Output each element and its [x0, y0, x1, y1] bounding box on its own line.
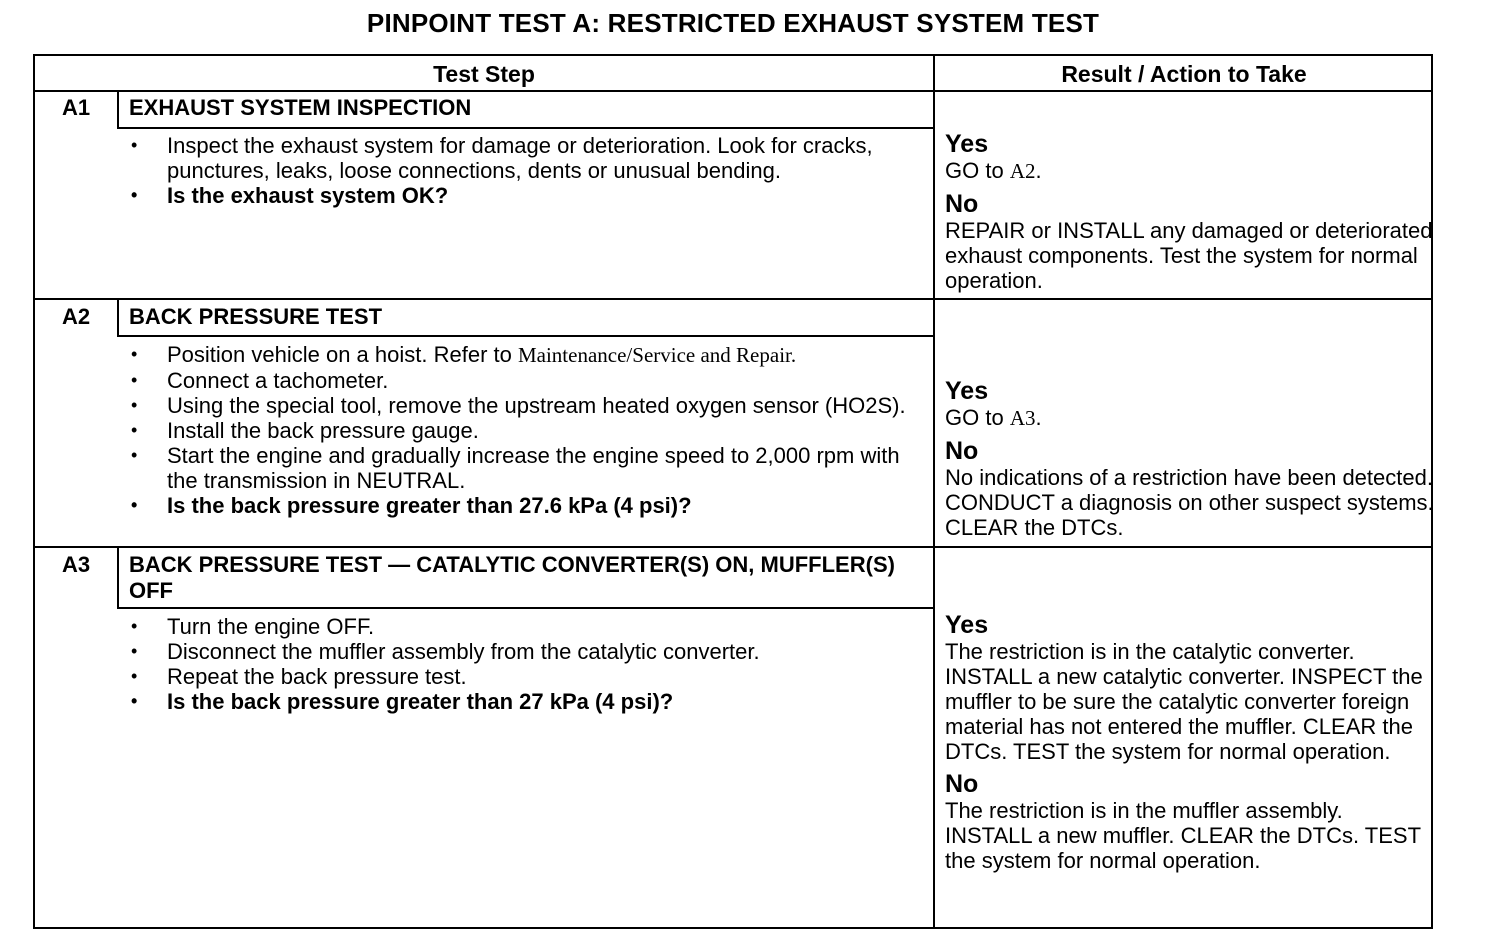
pinpoint-test-table — [33, 54, 1433, 929]
no-action: REPAIR or INSTALL any damaged or deteriorated exhaust components. Test the system for normal operation. — [945, 218, 1433, 293]
list-item: • Disconnect the muffler assembly from the catalytic converter. — [131, 639, 760, 664]
column-header-result: Result / Action to Take — [1061, 61, 1307, 87]
column-divider — [933, 56, 935, 929]
no-label: No — [945, 770, 979, 798]
step-a2-instructions — [125, 342, 925, 518]
step-title-a3: BACK PRESSURE TEST — CATALYTIC CONVERTER(S) ON, MUFFLER(S) OFF — [129, 552, 895, 603]
a1-title-divider — [117, 127, 933, 129]
step-id-a3: A3 — [61, 552, 91, 577]
step-a3-instructions — [125, 614, 925, 714]
result-a3 — [945, 611, 1435, 873]
list-item: • Install the back pressure gauge. — [131, 418, 479, 443]
list-item-question: • Is the back pressure greater than 27.6 kPa (4 psi)? — [131, 493, 692, 518]
step-a1-instructions — [125, 133, 925, 208]
header-divider — [35, 90, 1433, 92]
list-item-question: • Is the exhaust system OK? — [131, 183, 449, 208]
list-item: • Position vehicle on a hoist. Refer to Maintenance/Service and Repair. — [131, 342, 797, 367]
yes-action: The restriction is in the catalytic converter. INSTALL a new catalytic converter. INSPECT the muffler to be sure the catalytic converter foreign material has not entered the muffler. CLEAR the DTCs. TEST the system for normal operation. — [945, 639, 1423, 764]
yes-label: Yes — [945, 611, 989, 639]
row-divider-a2 — [35, 546, 1433, 548]
a2-title-divider — [117, 335, 933, 337]
yes-action: GO to A3. — [945, 405, 1042, 430]
list-item: • Inspect the exhaust system for damage or deterioration. Look for cracks, punctures, leaks, loose connections, dents or unusual bending. — [131, 133, 873, 183]
page-title: PINPOINT TEST A: RESTRICTED EXHAUST SYSTEM TEST — [366, 8, 1100, 38]
step-title-a1: EXHAUST SYSTEM INSPECTION — [129, 95, 472, 120]
step-title-a2: BACK PRESSURE TEST — [129, 304, 383, 329]
yes-label: Yes — [945, 377, 989, 405]
link-a3[interactable]: A3 — [1009, 406, 1036, 430]
link-maintenance[interactable]: Maintenance/Service and Repair. — [517, 343, 797, 367]
a3-title-divider — [117, 607, 933, 609]
row-divider-a1 — [35, 298, 1433, 300]
list-item: • Repeat the back pressure test. — [131, 664, 467, 689]
yes-label: Yes — [945, 130, 989, 158]
a3-id-divider — [117, 546, 119, 608]
no-action: No indications of a restriction have been detected. CONDUCT a diagnosis on other suspect systems. CLEAR the DTCs. — [945, 465, 1434, 540]
a1-id-divider — [117, 90, 119, 128]
no-label: No — [945, 190, 979, 218]
result-a2 — [945, 377, 1435, 540]
link-a2[interactable]: A2 — [1009, 159, 1036, 183]
a2-id-divider — [117, 298, 119, 336]
list-item: • Turn the engine OFF. — [131, 614, 375, 639]
step-id-a2: A2 — [61, 304, 91, 329]
no-label: No — [945, 437, 979, 465]
result-a1 — [945, 130, 1435, 293]
list-item: • Connect a tachometer. — [131, 368, 389, 393]
yes-action: GO to A2. — [945, 158, 1042, 183]
list-item: • Using the special tool, remove the upstream heated oxygen sensor (HO2S). — [131, 393, 906, 418]
no-action: The restriction is in the muffler assembly. INSTALL a new muffler. CLEAR the DTCs. TEST the system for normal operation. — [945, 798, 1421, 873]
column-header-test-step: Test Step — [433, 61, 535, 87]
list-item-question: • Is the back pressure greater than 27 kPa (4 psi)? — [131, 689, 674, 714]
list-item: • Start the engine and gradually increase the engine speed to 2,000 rpm with the transmission in NEUTRAL. — [131, 443, 900, 493]
step-id-a1: A1 — [61, 95, 91, 120]
